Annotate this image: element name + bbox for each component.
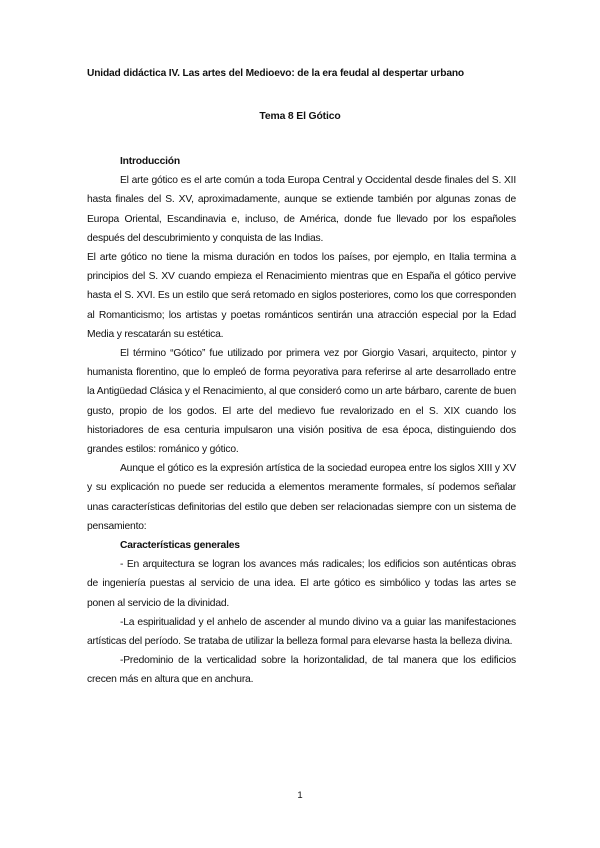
paragraph-3: El término “Gótico” fue utilizado por primera vez por Giorgio Vasari, arquitecto, pintor y humanista florentino, que lo empleó de forma peyorativa para referirse al arte desarrollado entre la Antigüedad Clásica y el Renacimiento, al que consideró como un arte bárbaro, carente de buen gusto, propio de los godos. El arte del medievo fue revalorizado en el S. XIX cuando los historiadores de esa centuria impulsaron una visión positiva de esa época, distinguiendo dos grandes estilos: románico y gótico. — [87, 348, 516, 456]
document-body — [87, 152, 516, 690]
page-number: 1 — [297, 790, 303, 801]
characteristic-item: - En arquitectura se logran los avances más radicales; los edificios son auténticas obras de ingeniería puestas al servicio de una idea. El arte gótico es simbólico y todas las artes se ponen al servicio de la divinidad. — [87, 559, 516, 609]
characteristics-heading: Características generales — [120, 540, 240, 552]
paragraph-1: El arte gótico es el arte común a toda Europa Central y Occidental desde finales del S. XII hasta finales del S. XV, aproximadamente, aunque se extiende también por algunas zonas de Europa Oriental, Escandinavia e, incluso, de América, donde fue llevado por los españoles después del descubrimiento y conquista de las Indias. — [87, 175, 516, 244]
introduction-heading: Introducción — [120, 156, 180, 167]
characteristic-item: -Predominio de la verticalidad sobre la horizontalidad, de tal manera que los edificios crecen más en altura que en anchura. — [87, 655, 516, 686]
characteristic-item: -La espiritualidad y el anhelo de ascender al mundo divino va a guiar las manifestaciones artísticas del período. Se trataba de utilizar la belleza formal para elevarse hasta la belleza divina. — [87, 616, 516, 648]
unit-title: Unidad didáctica IV. Las artes del Medioevo: de la era feudal al despertar urbano — [87, 68, 464, 79]
paragraph-4: Aunque el gótico es la expresión artística de la sociedad europea entre los siglos XIII y XV y su explicación no puede ser reducida a elementos meramente formales, sí podemos señalar unas características definitorias del estilo que deben ser relacionadas siempre con un sistema de pensamiento: — [87, 463, 516, 532]
topic-title: Tema 8 El Gótico — [259, 111, 341, 122]
paragraph-2: El arte gótico no tiene la misma duración en todos los países, por ejemplo, en Italia termina a principios del S. XV cuando empieza el Renacimiento mientras que en España el gótico pervive hasta el S. XVI. Es un estilo que será retomado en siglos posteriores, como los que corresponden al Romanticismo; los artistas y poetas románticos sentirán una atracción especial por la Edad Media y rescatarán su estética. — [87, 252, 516, 340]
